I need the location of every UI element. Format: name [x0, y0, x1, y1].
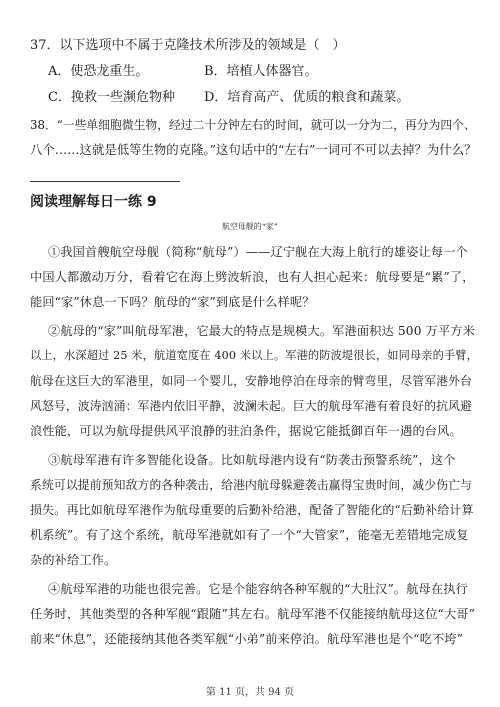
article-line: 中国人都激动万分，看着它在海上劈波斩浪，也有人担心起来：航母要是“累”了， [30, 270, 475, 284]
q37-option-d: D．培育高产、优质的粮食和蔬菜。 [204, 90, 410, 105]
q37-option-b: B．培植人体器官。 [204, 64, 318, 79]
article-line: ④航母军港的功能也很完善。它是个能容纳各种军舰的“大肚汉”。航母在执行 [48, 582, 468, 596]
article-line: 航母在这巨大的军港里，如同一个婴儿，安静地停泊在母亲的臂弯里，尽管军港外台 [30, 374, 473, 388]
q37-option-a: A．使恐龙重生。 [48, 64, 149, 79]
article-line: 前来“休息”，还能接纳其他各类军舰“小弟”前来停泊。航母军港也是个“吃不垮” [30, 632, 464, 646]
q37-option-c: C．挽救一些濒危物种 [48, 90, 175, 105]
article-line: 风怒号，波涛汹涌：军港内依旧平静，波澜未起。巨大的航母军港有着良好的抗风避 [30, 399, 473, 413]
article-line: ②航母的“家”叫航母军港，它最大的特点是规模大。军港面积达 500 万平方米 [48, 324, 475, 338]
q37-stem: 37．以下选项中不属于克隆技术所涉及的领域是（ ） [30, 38, 346, 53]
q38-line-2: 八个……这就是低等生物的克隆。”这句话中的“左右”一词可不可以去掉？为什么？ [30, 142, 477, 157]
article-line: 机系统”。有了这个系统，航母军港就如有了一个“大管家”，能毫无差错地完成复 [30, 528, 469, 542]
article-line: 损失。再比如航母军港作为航母重要的后勤补给港，配备了智能化的“后勤补给计算 [30, 503, 474, 517]
article-line: 能回“家”休息一下吗？航母的“家”到底是什么样呢？ [30, 295, 315, 309]
section-divider [30, 181, 180, 182]
article-title: 航空母舰的“家” [222, 222, 278, 231]
article-line: 浪性能，可以为航母提供风平浪静的驻泊条件，据说它能抵御百年一遇的台风。 [30, 424, 462, 438]
article-line: 以上，水深超过 25 米，航道宽度在 400 米以上。军港的防波堤很长，如同母亲的手臂， [30, 349, 478, 362]
section-title: 阅读理解每日一练 9 [30, 194, 157, 210]
article-line: 系统可以提前预知敌方的各种袭击，给港内航母躲避袭击赢得宝贵时间，减少伤亡与 [30, 478, 473, 492]
article-line: ①我国首艘航空母舰（简称“航母”）——辽宁舰在大海上航行的雄姿让每一个 [48, 245, 468, 259]
article-line: ③航母军港有许多智能化设备。比如航母港内设有“防袭击预警系统”，这个 [48, 453, 456, 467]
page-footer: 第 11 页，共 94 页 [205, 687, 295, 698]
article-line: 杂的补给工作。 [30, 553, 117, 567]
article-line: 任务时，其他类型的各种军舰“跟随”其左右。航母军港不仅能接纳航母这位“大哥” [30, 607, 475, 621]
q38-line-1: 38．“一些单细胞微生物，经过二十分钟左右的时间，就可以一分为二，再分为四个、 [30, 118, 476, 132]
